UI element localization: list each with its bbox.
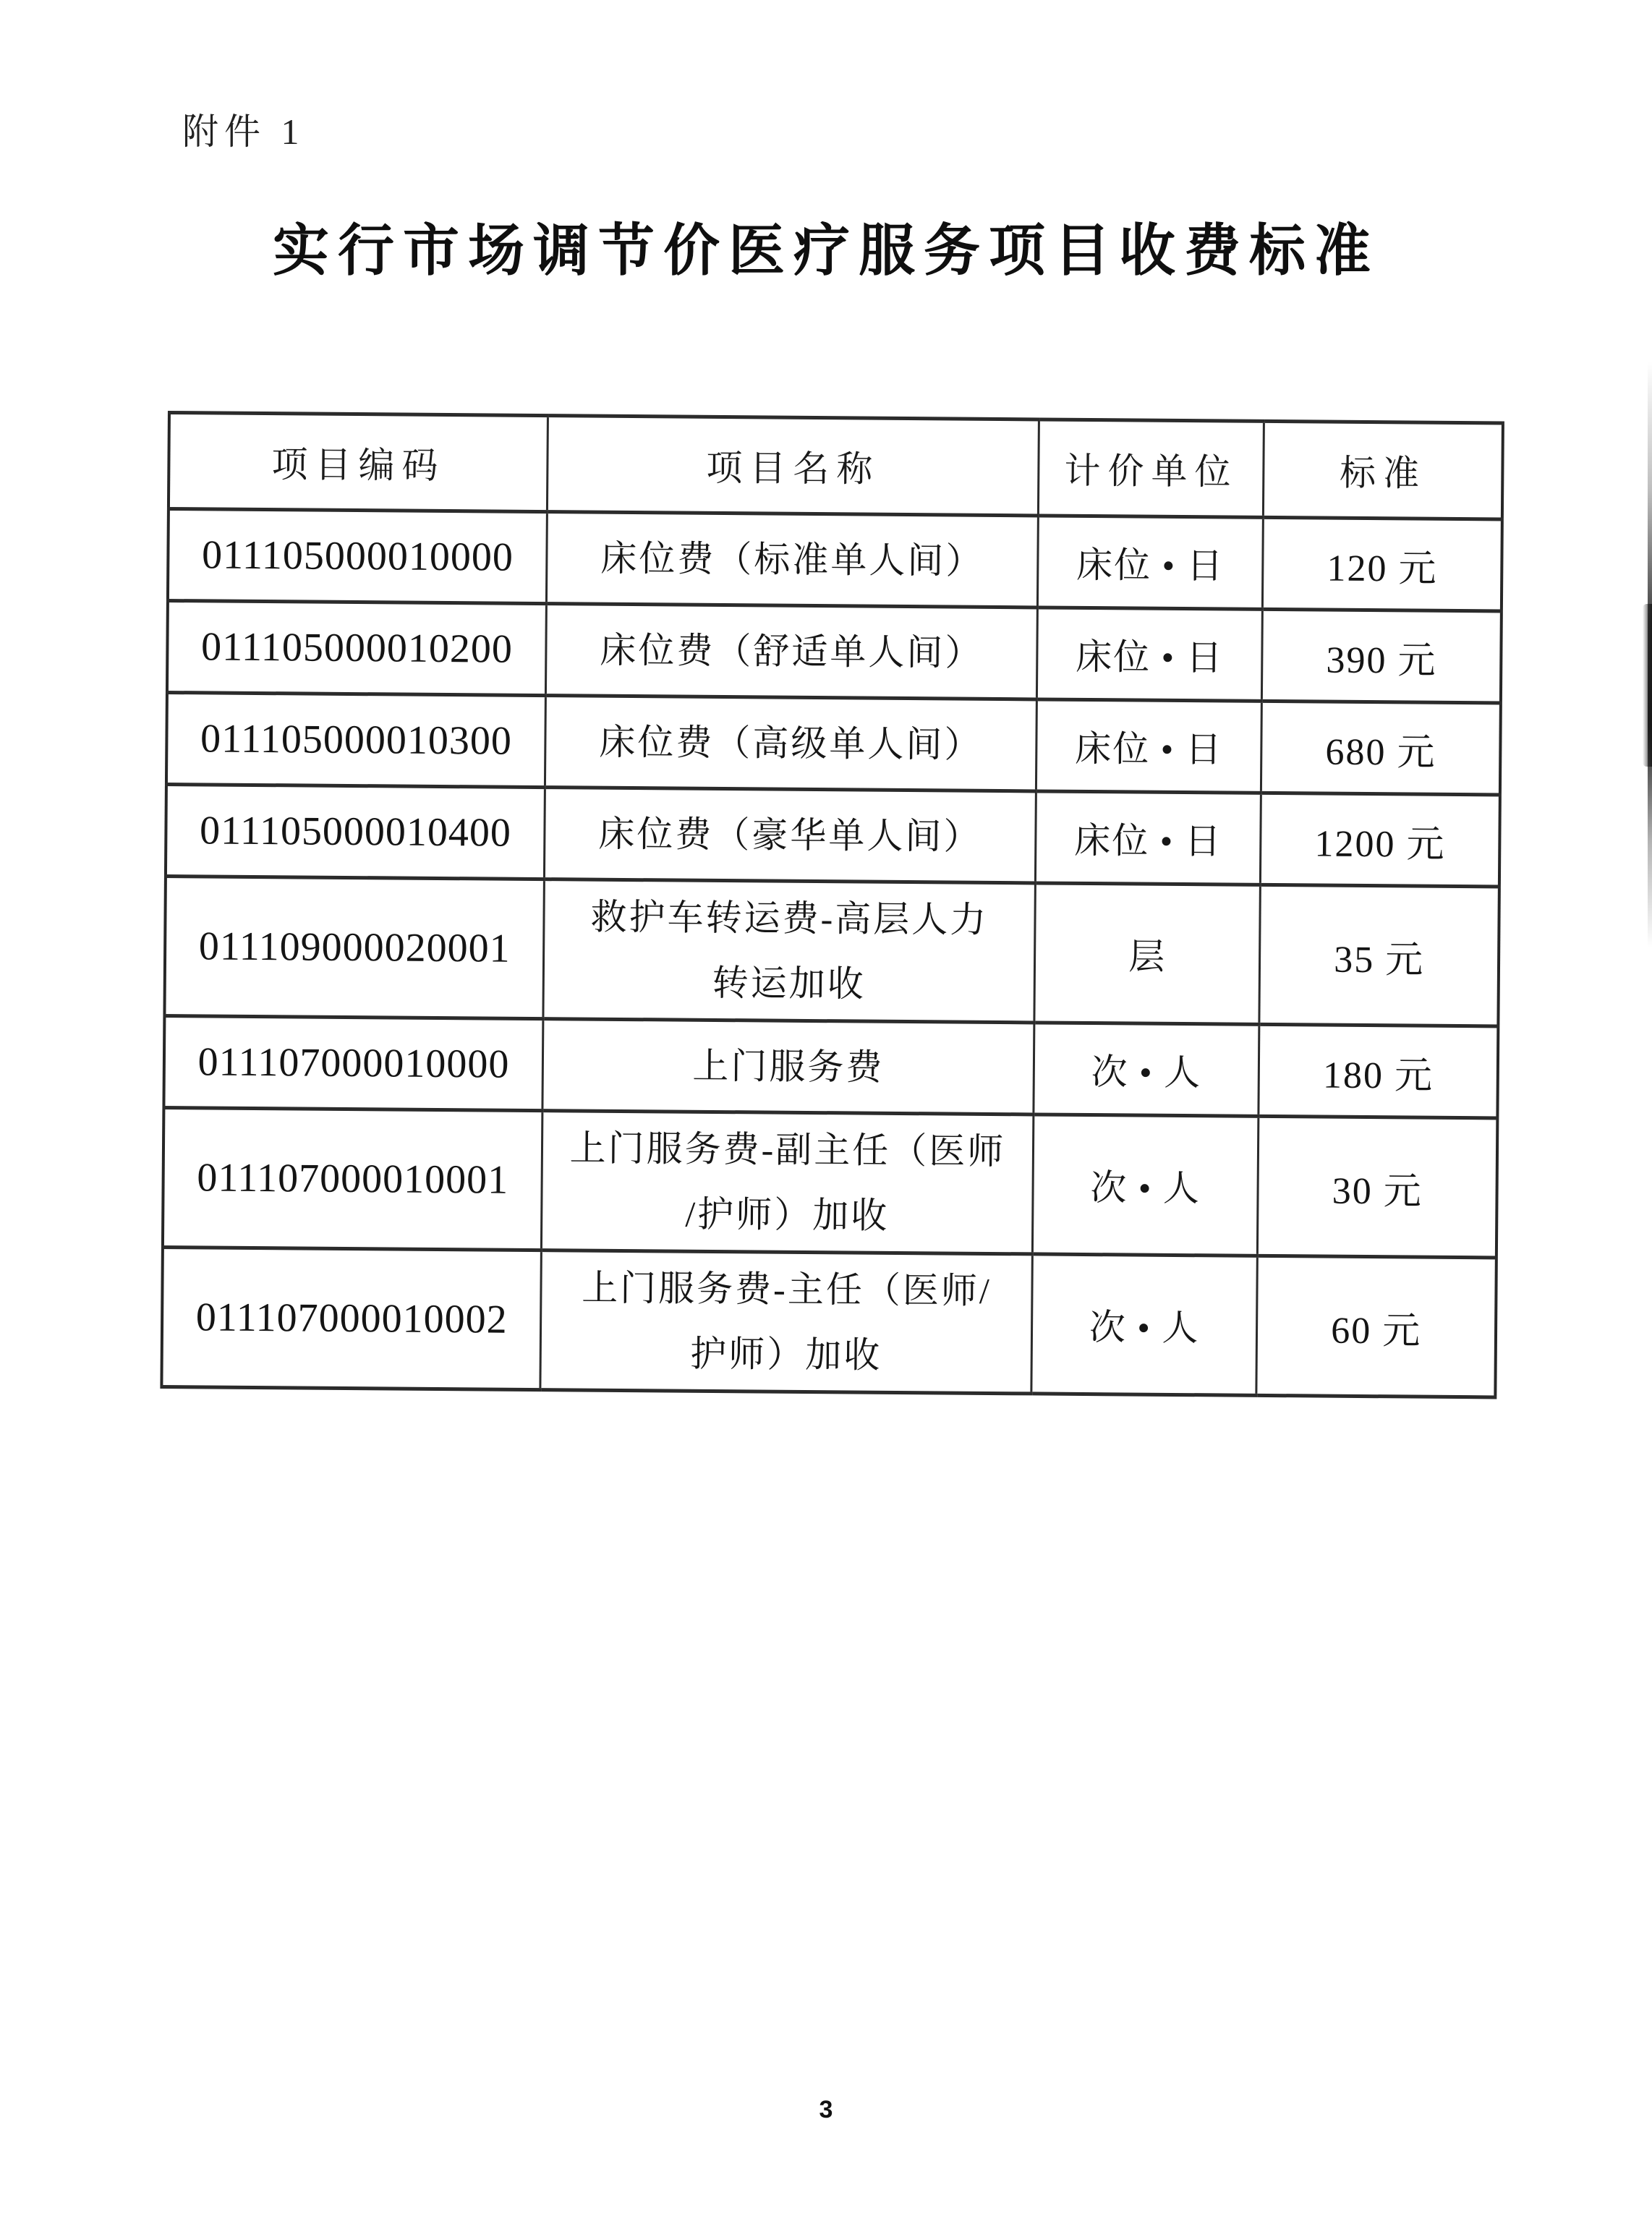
cell-name: 床位费（标准单人间） bbox=[547, 512, 1039, 608]
cell-unit: 床位 • 日 bbox=[1036, 608, 1263, 701]
cell-price: 390 元 bbox=[1262, 609, 1502, 703]
cell-code: 011105000010400 bbox=[166, 784, 545, 879]
cell-name: 床位费（豪华单人间） bbox=[545, 788, 1036, 883]
table-row bbox=[161, 1247, 1496, 1397]
cell-price: 30 元 bbox=[1258, 1116, 1498, 1258]
table-header-row bbox=[169, 413, 1503, 519]
fee-table-body bbox=[161, 509, 1502, 1397]
cell-code: 011105000010200 bbox=[167, 601, 547, 696]
cell-name: 上门服务费-主任（医师/ 护师）加收 bbox=[540, 1250, 1032, 1394]
cell-code: 011107000010001 bbox=[163, 1107, 542, 1250]
cell-name: 床位费（高级单人间） bbox=[545, 696, 1037, 791]
cell-name: 床位费（舒适单人间） bbox=[546, 604, 1038, 699]
header-item-code: 项目编码 bbox=[169, 413, 548, 512]
table-row bbox=[168, 509, 1502, 611]
table-row bbox=[167, 601, 1502, 703]
cell-price: 1200 元 bbox=[1261, 793, 1500, 887]
header-standard: 标准 bbox=[1264, 421, 1503, 519]
table-row bbox=[164, 876, 1499, 1026]
page-title: 实行市场调节价医疗服务项目收费标准 bbox=[272, 218, 1379, 282]
table-row bbox=[163, 1107, 1497, 1257]
cell-code: 011107000010002 bbox=[161, 1247, 541, 1389]
cell-code: 011107000010000 bbox=[163, 1015, 543, 1110]
attachment-label: 附件 1 bbox=[182, 111, 305, 152]
cell-unit: 床位 • 日 bbox=[1035, 791, 1261, 885]
scan-artifact-edge-dark bbox=[1643, 604, 1652, 767]
page-number: 3 bbox=[819, 2096, 833, 2123]
cell-price: 60 元 bbox=[1256, 1256, 1496, 1397]
table-row bbox=[166, 784, 1500, 886]
cell-code: 011105000010000 bbox=[168, 509, 548, 604]
cell-name: 上门服务费-副主任（医师 /护师）加收 bbox=[542, 1111, 1034, 1254]
cell-code: 011109000020001 bbox=[164, 876, 544, 1018]
cell-unit: 次 • 人 bbox=[1031, 1254, 1258, 1395]
cell-price: 120 元 bbox=[1263, 517, 1502, 611]
cell-unit: 次 • 人 bbox=[1032, 1115, 1259, 1256]
cell-unit: 床位 • 日 bbox=[1037, 516, 1264, 609]
cell-price: 180 元 bbox=[1259, 1024, 1498, 1118]
cell-unit: 层 bbox=[1034, 883, 1261, 1024]
table-row bbox=[166, 693, 1501, 795]
cell-unit: 次 • 人 bbox=[1034, 1023, 1260, 1116]
cell-name: 上门服务费 bbox=[542, 1019, 1034, 1115]
fee-table bbox=[160, 411, 1504, 1399]
cell-price: 680 元 bbox=[1261, 701, 1501, 795]
cell-unit: 床位 • 日 bbox=[1036, 699, 1262, 793]
table-row bbox=[163, 1015, 1498, 1117]
header-unit: 计价单位 bbox=[1038, 419, 1264, 517]
cell-price: 35 元 bbox=[1259, 885, 1499, 1026]
cell-name: 救护车转运费-高层人力 转运加收 bbox=[543, 879, 1035, 1023]
cell-code: 011105000010300 bbox=[166, 693, 546, 788]
header-item-name: 项目名称 bbox=[548, 416, 1039, 516]
